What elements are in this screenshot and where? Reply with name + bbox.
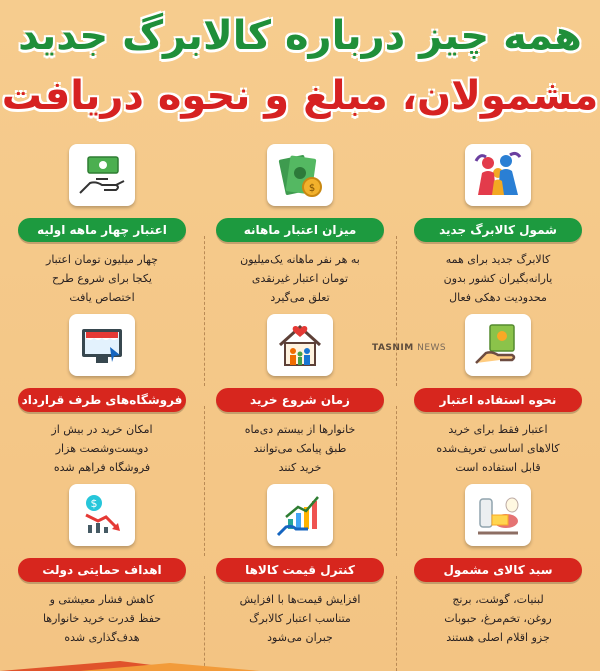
card-label: شمول کالابرگ جدید (414, 218, 582, 242)
watermark (372, 343, 446, 353)
desc-line: تومان اعتبار غیرنقدی (251, 272, 349, 285)
desc-line: به هر نفر ماهانه یک‌میلیون (240, 253, 360, 266)
desc-line: متناسب اعتبار کالابرگ (249, 612, 351, 625)
card-government-goals (12, 484, 192, 649)
family-icon (465, 144, 531, 206)
card-label: کنترل قیمت کالاها (216, 558, 384, 582)
desc-line: هدف‌گذاری شده (64, 631, 140, 644)
separator (396, 236, 397, 386)
svg-text:$: $ (90, 497, 98, 510)
desc-line: جبران می‌شود (267, 631, 333, 644)
card-basket (408, 484, 588, 649)
card-usage (408, 314, 588, 479)
price-growth-icon (267, 484, 333, 546)
money-stack-icon (267, 144, 333, 206)
card-label: سبد کالای مشمول (414, 558, 582, 582)
desc-line: دویست‌وشصت هزار (55, 442, 149, 455)
desc-line: جزو اقلام اصلی هستند (446, 631, 550, 644)
card-description (16, 250, 188, 307)
card-initial-credit (12, 144, 192, 309)
desc-line: کالاهای اساسی تعریف‌شده (436, 442, 560, 455)
desc-line: کالابرگ جدید برای همه (445, 253, 551, 266)
desc-line: یارانه‌بگیران کشور بدون (443, 272, 553, 285)
desc-line: محدودیت دهکی فعال (449, 291, 547, 304)
card-label: زمان شروع خرید (216, 388, 384, 412)
card-description (412, 590, 584, 647)
decline-chart-icon (69, 484, 135, 546)
desc-line: یکجا برای شروع طرح (52, 272, 152, 285)
desc-line: اعتبار فقط برای خرید (448, 423, 548, 436)
card-description (214, 250, 386, 307)
separator (204, 236, 205, 386)
card-start-time (210, 314, 390, 479)
separator (204, 406, 205, 556)
card-description (214, 590, 386, 647)
online-shop-icon (69, 314, 135, 376)
desc-line: افزایش قیمت‌ها با افزایش (239, 593, 361, 606)
desc-line: قابل استفاده است (455, 461, 541, 474)
food-basket-icon (465, 484, 531, 546)
desc-line: خرید کنند (278, 461, 322, 474)
desc-line: فروشگاه فراهم شده (53, 461, 151, 474)
card-description (214, 420, 386, 477)
separator (396, 406, 397, 556)
card-label: نحوه استفاده اعتبار (414, 388, 582, 412)
desc-line: حفظ قدرت خرید خانوارها (42, 612, 162, 625)
separator (396, 576, 397, 671)
watermark-suffix: NEWS (417, 343, 447, 353)
desc-line: تعلق می‌گیرد (270, 291, 330, 304)
card-description (412, 420, 584, 477)
desc-line: خانوارها از بیستم دی‌ماه (244, 423, 356, 436)
card-stores (12, 314, 192, 479)
desc-line: چهار میلیون تومان اعتبار (46, 253, 158, 266)
grocery-box-icon (465, 314, 531, 376)
svg-text:$: $ (308, 183, 316, 194)
card-description (16, 590, 188, 647)
card-label: اعتبار چهار ماهه اولیه (18, 218, 186, 242)
home-family-icon (267, 314, 333, 376)
card-label: فروشگاه‌های طرف قرارداد (18, 388, 186, 412)
separator (204, 576, 205, 671)
card-monthly-credit (210, 144, 390, 309)
desc-line: روغن، تخم‌مرغ، حبوبات (444, 612, 552, 625)
desc-line: اختصاص یافت (69, 291, 135, 304)
headline-secondary: مشمولان، مبلغ و نحوه دریافت (1, 73, 599, 119)
desc-line: امکان خرید در بیش از (51, 423, 153, 436)
card-description (16, 420, 188, 477)
card-price-control (210, 484, 390, 649)
desc-line: طبق پیامک می‌توانند (253, 442, 347, 455)
card-description (412, 250, 584, 307)
headline-primary: همه چیز درباره کالابرگ جدید (18, 13, 582, 59)
card-label: اهداف حمایتی دولت (18, 558, 186, 582)
desc-line: لبنیات، گوشت، برنج (452, 593, 544, 606)
card-eligibility (408, 144, 588, 309)
desc-line: کاهش فشار معیشتی و (49, 593, 155, 606)
watermark-brand: TASNIM (372, 343, 414, 353)
card-label: میزان اعتبار ماهانه (216, 218, 384, 242)
cash-hand-icon (69, 144, 135, 206)
bottom-decoration (0, 661, 600, 671)
